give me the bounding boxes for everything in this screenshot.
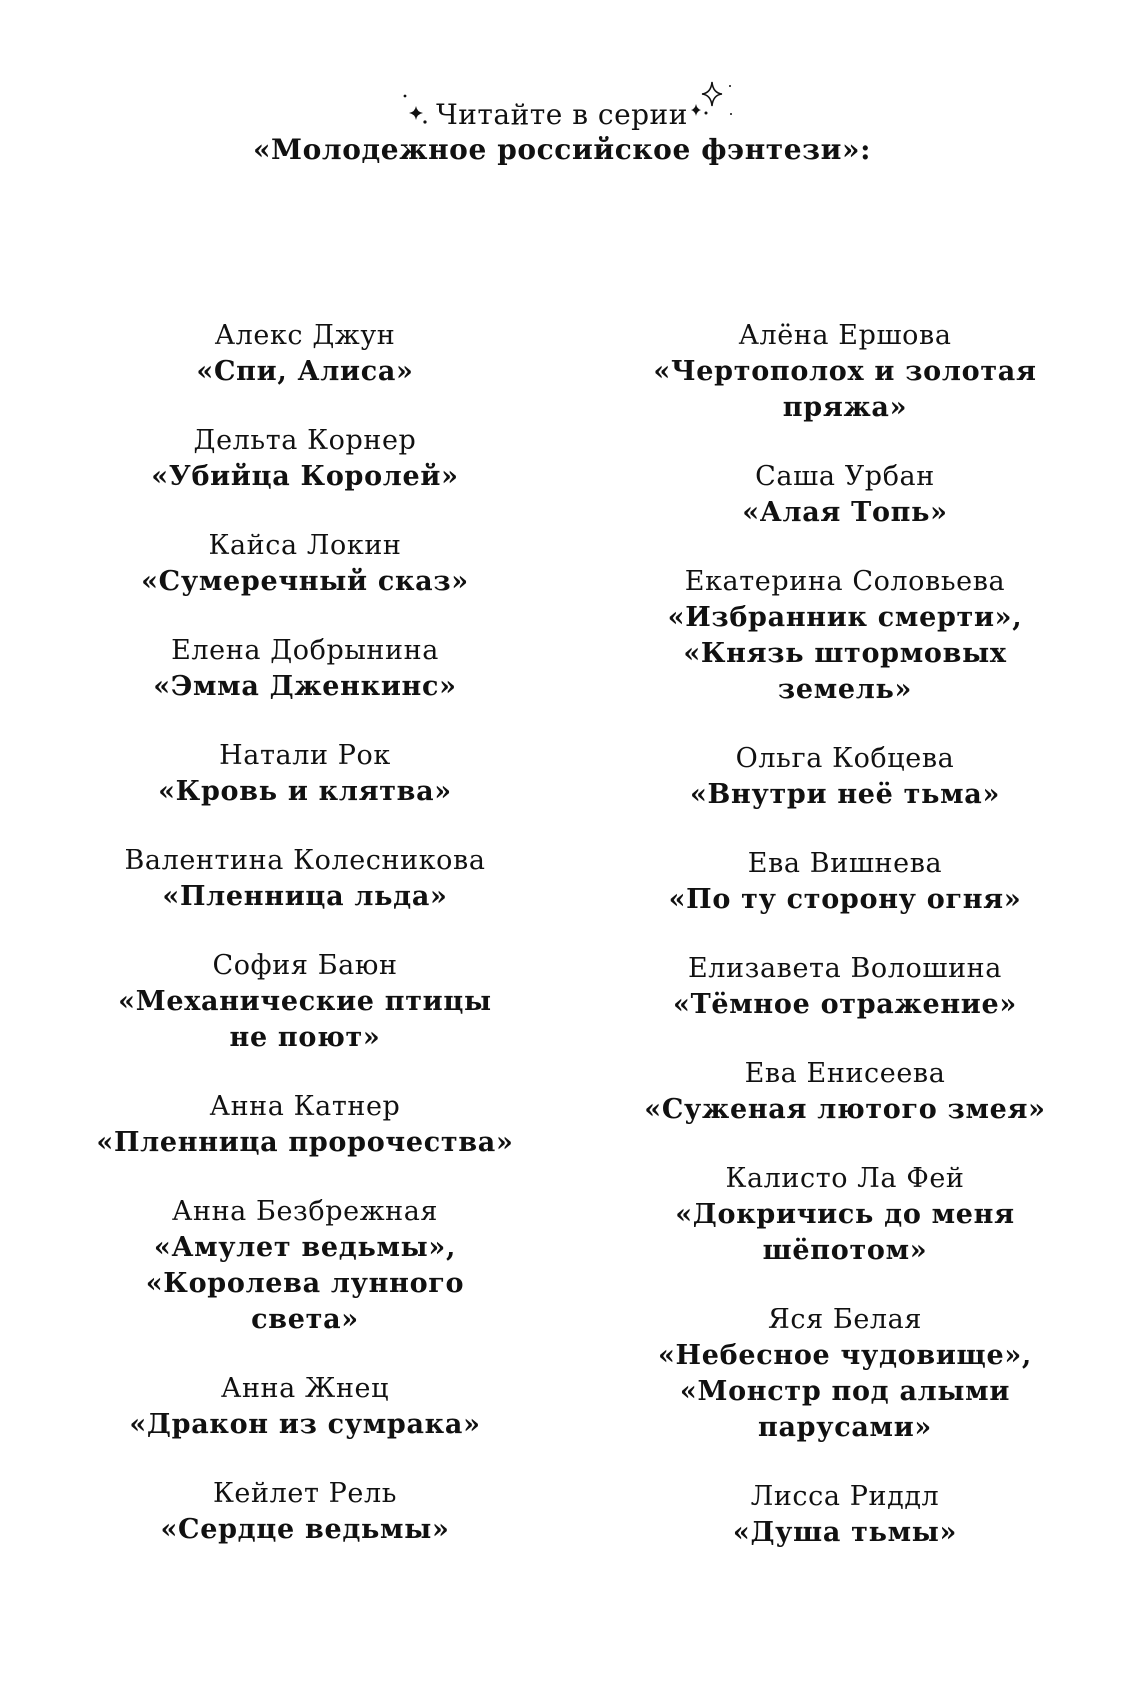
sparkle-right-icon [690,80,734,124]
book-entry [85,633,525,705]
book-author: Елизавета Волошина [688,953,1002,984]
book-title-line: «Кровь и клятва» [158,776,452,807]
book-author: Анна Безбрежная [171,1196,439,1227]
book-author: Яся Белая [767,1304,923,1335]
book-entry [625,846,1065,918]
book-author: Саша Урбан [755,461,935,492]
book-entry [625,564,1065,708]
book-author: Лисса Риддл [750,1481,940,1512]
book-entry [85,1089,525,1161]
book-title-line: «Алая Топь» [742,497,948,528]
book-title-line: «Пленница льда» [162,881,448,912]
book-entry [85,423,525,495]
book-entry [85,843,525,915]
book-author: Калисто Ла Фей [725,1163,965,1194]
book-title-line: «Дракон из сумрака» [129,1409,481,1440]
book-title-line: «Сердце ведьмы» [160,1514,450,1545]
book-entry [625,741,1065,813]
book-title-line: не поют» [229,1022,381,1053]
book-entry [625,1056,1065,1128]
book-entry [625,951,1065,1023]
book-title-line: шёпотом» [762,1235,928,1266]
book-title-line: пряжа» [782,392,908,423]
book-title-line: «Механические птицы [118,986,492,1017]
series-intro [436,98,688,132]
book-author: Алёна Ершова [738,320,952,351]
book-entry [85,1194,525,1338]
book-title-line: «Королева лунного [145,1268,465,1299]
book-author: Елена Добрынина [171,635,439,666]
book-author: Екатерина Соловьева [684,566,1006,597]
book-entry [85,738,525,810]
sparkle-left-icon [402,92,432,128]
book-entry [85,318,525,390]
book-entry [625,318,1065,426]
book-title-line: «Докричись до меня [675,1199,1015,1230]
series-header [0,98,1124,168]
book-title-line: «Пленница пророчества» [96,1127,514,1158]
book-entry [625,1302,1065,1446]
book-entry [625,459,1065,531]
book-author: Ева Енисеева [744,1058,946,1089]
book-title-line: «Монстр под алыми [679,1376,1011,1407]
book-title-line: «Эмма Дженкинс» [153,671,457,702]
book-author: София Баюн [212,950,398,981]
book-title-line: «По ту сторону огня» [668,884,1022,915]
book-title-line: «Князь штормовых [683,638,1007,669]
series-name: «Молодежное российское фэнтези»: [252,133,872,166]
book-entry [625,1479,1065,1551]
book-title-line: «Суженая лютого змея» [644,1094,1046,1125]
book-author: Кайса Локин [208,530,402,561]
book-author: Анна Жнец [220,1373,390,1404]
book-title-line: «Спи, Алиса» [196,356,414,387]
book-title-line: «Внутри неё тьма» [689,779,1001,810]
book-author: Ольга Кобцева [735,743,955,774]
book-title-line: «Сумеречный сказ» [141,566,469,597]
book-author: Алекс Джун [214,320,396,351]
books-column-left [85,318,525,1581]
book-title-line: земель» [777,674,913,705]
book-author: Анна Катнер [209,1091,401,1122]
book-author: Ева Вишнева [747,848,943,879]
book-entry [85,1476,525,1548]
intro-text: Читайте в серии [436,98,688,131]
book-entry [85,948,525,1056]
book-entry [85,528,525,600]
book-author: Валентина Колесникова [124,845,486,876]
book-title-line: «Чертополох и золотая [653,356,1037,387]
book-title-line: «Амулет ведьмы», [153,1232,457,1263]
book-title-line: «Душа тьмы» [732,1517,958,1548]
book-title-line: «Избранник смерти», [667,602,1023,633]
book-title-line: «Небесное чудовище», [657,1340,1033,1371]
book-title-line: света» [251,1304,359,1335]
book-entry [625,1161,1065,1269]
books-column-right [625,318,1065,1584]
book-entry [85,1371,525,1443]
book-author: Натали Рок [219,740,391,771]
book-title-line: «Убийца Королей» [151,461,459,492]
book-title-line: парусами» [757,1412,932,1443]
book-author: Дельта Корнер [193,425,417,456]
book-title-line: «Тёмное отражение» [673,989,1017,1020]
book-author: Кейлет Рель [212,1478,398,1509]
